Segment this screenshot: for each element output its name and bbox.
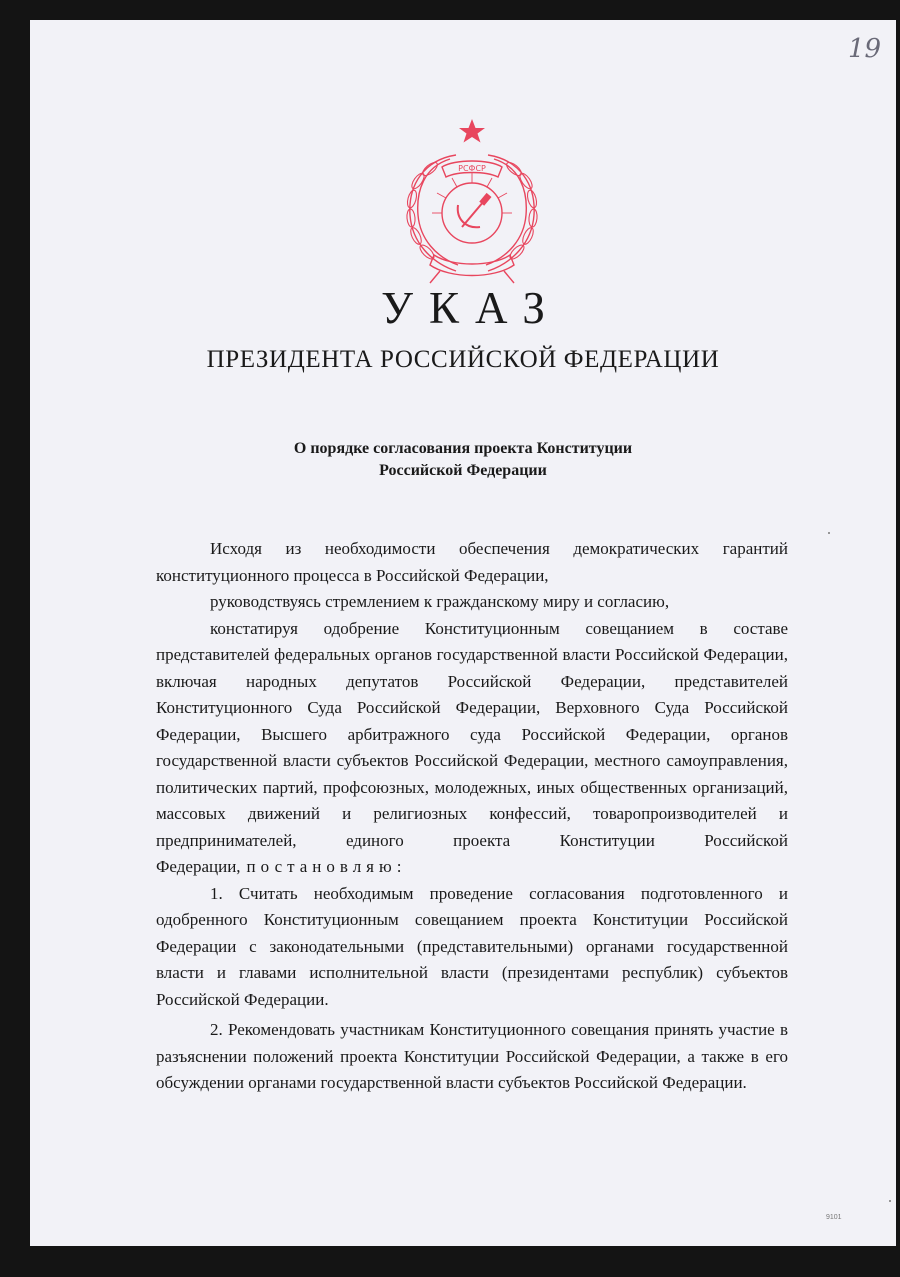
emblem-banner-text: РСФСР bbox=[458, 164, 486, 173]
paper-speck bbox=[828, 532, 830, 534]
decree-subject bbox=[30, 438, 896, 482]
decree-title: УКАЗ bbox=[381, 283, 561, 333]
resolve-word: постановляю: bbox=[246, 857, 407, 876]
subject-line-1: О порядке согласования проекта Конституции bbox=[293, 440, 633, 457]
handwritten-page-number: 19 bbox=[848, 34, 882, 64]
emblem-star-icon bbox=[459, 119, 485, 143]
decree-body bbox=[156, 536, 788, 1097]
clause-2: 2. Рекомендовать участникам Конституционного совещания принять участие в разъяснении положений проекта Конституции Российской Федерации, а также в его обсуждении органами государственной власти субъектов Российской Федерации. bbox=[156, 1020, 788, 1092]
document-page bbox=[30, 20, 896, 1246]
subject-line-2: Российской Федерации bbox=[379, 462, 547, 479]
rsfsr-emblem bbox=[394, 115, 550, 285]
footer-code: 9101 bbox=[826, 1214, 842, 1221]
preamble-text-3: констатируя одобрение Конституционным совещанием в составе представителей федеральных органов государственной власти Российской Федерации, включая народных депутатов Российской Федерации, представителей Конституционного Суда Российской Федерации, Верховного Суда Российской Федерации, Высшего арбитражного суда Российской Федерации, органов государственной власти субъектов Российской Федерации, местного самоуправления, политических партий, профсоюзных, молодежных, иных общественных организаций, массовых движений и религиозных конфессий, товаропроизводителей и предпринимателей, единого проекта Конституции Российской Федерации, bbox=[156, 618, 788, 876]
paper-speck bbox=[889, 1200, 891, 1202]
clause-1: 1. Считать необходимым проведение согласования подготовленного и одобренного Конституционным совещанием проекта Конституции Российской Федерации с законодательными (представительными) органами государственной власти и главами исполнительной власти (президентами республик) субъектов Российской Федерации. bbox=[156, 883, 788, 1009]
preamble-paragraph-3 bbox=[156, 616, 788, 881]
preamble-paragraph-1: Исходя из необходимости обеспечения демократических гарантий конституционного процесса в Российской Федерации, bbox=[156, 539, 788, 585]
decree-authority: ПРЕЗИДЕНТА РОССИЙСКОЙ ФЕДЕРАЦИИ bbox=[206, 346, 720, 373]
preamble-paragraph-2: руководствуясь стремлением к гражданскому миру и согласию, bbox=[210, 592, 670, 611]
